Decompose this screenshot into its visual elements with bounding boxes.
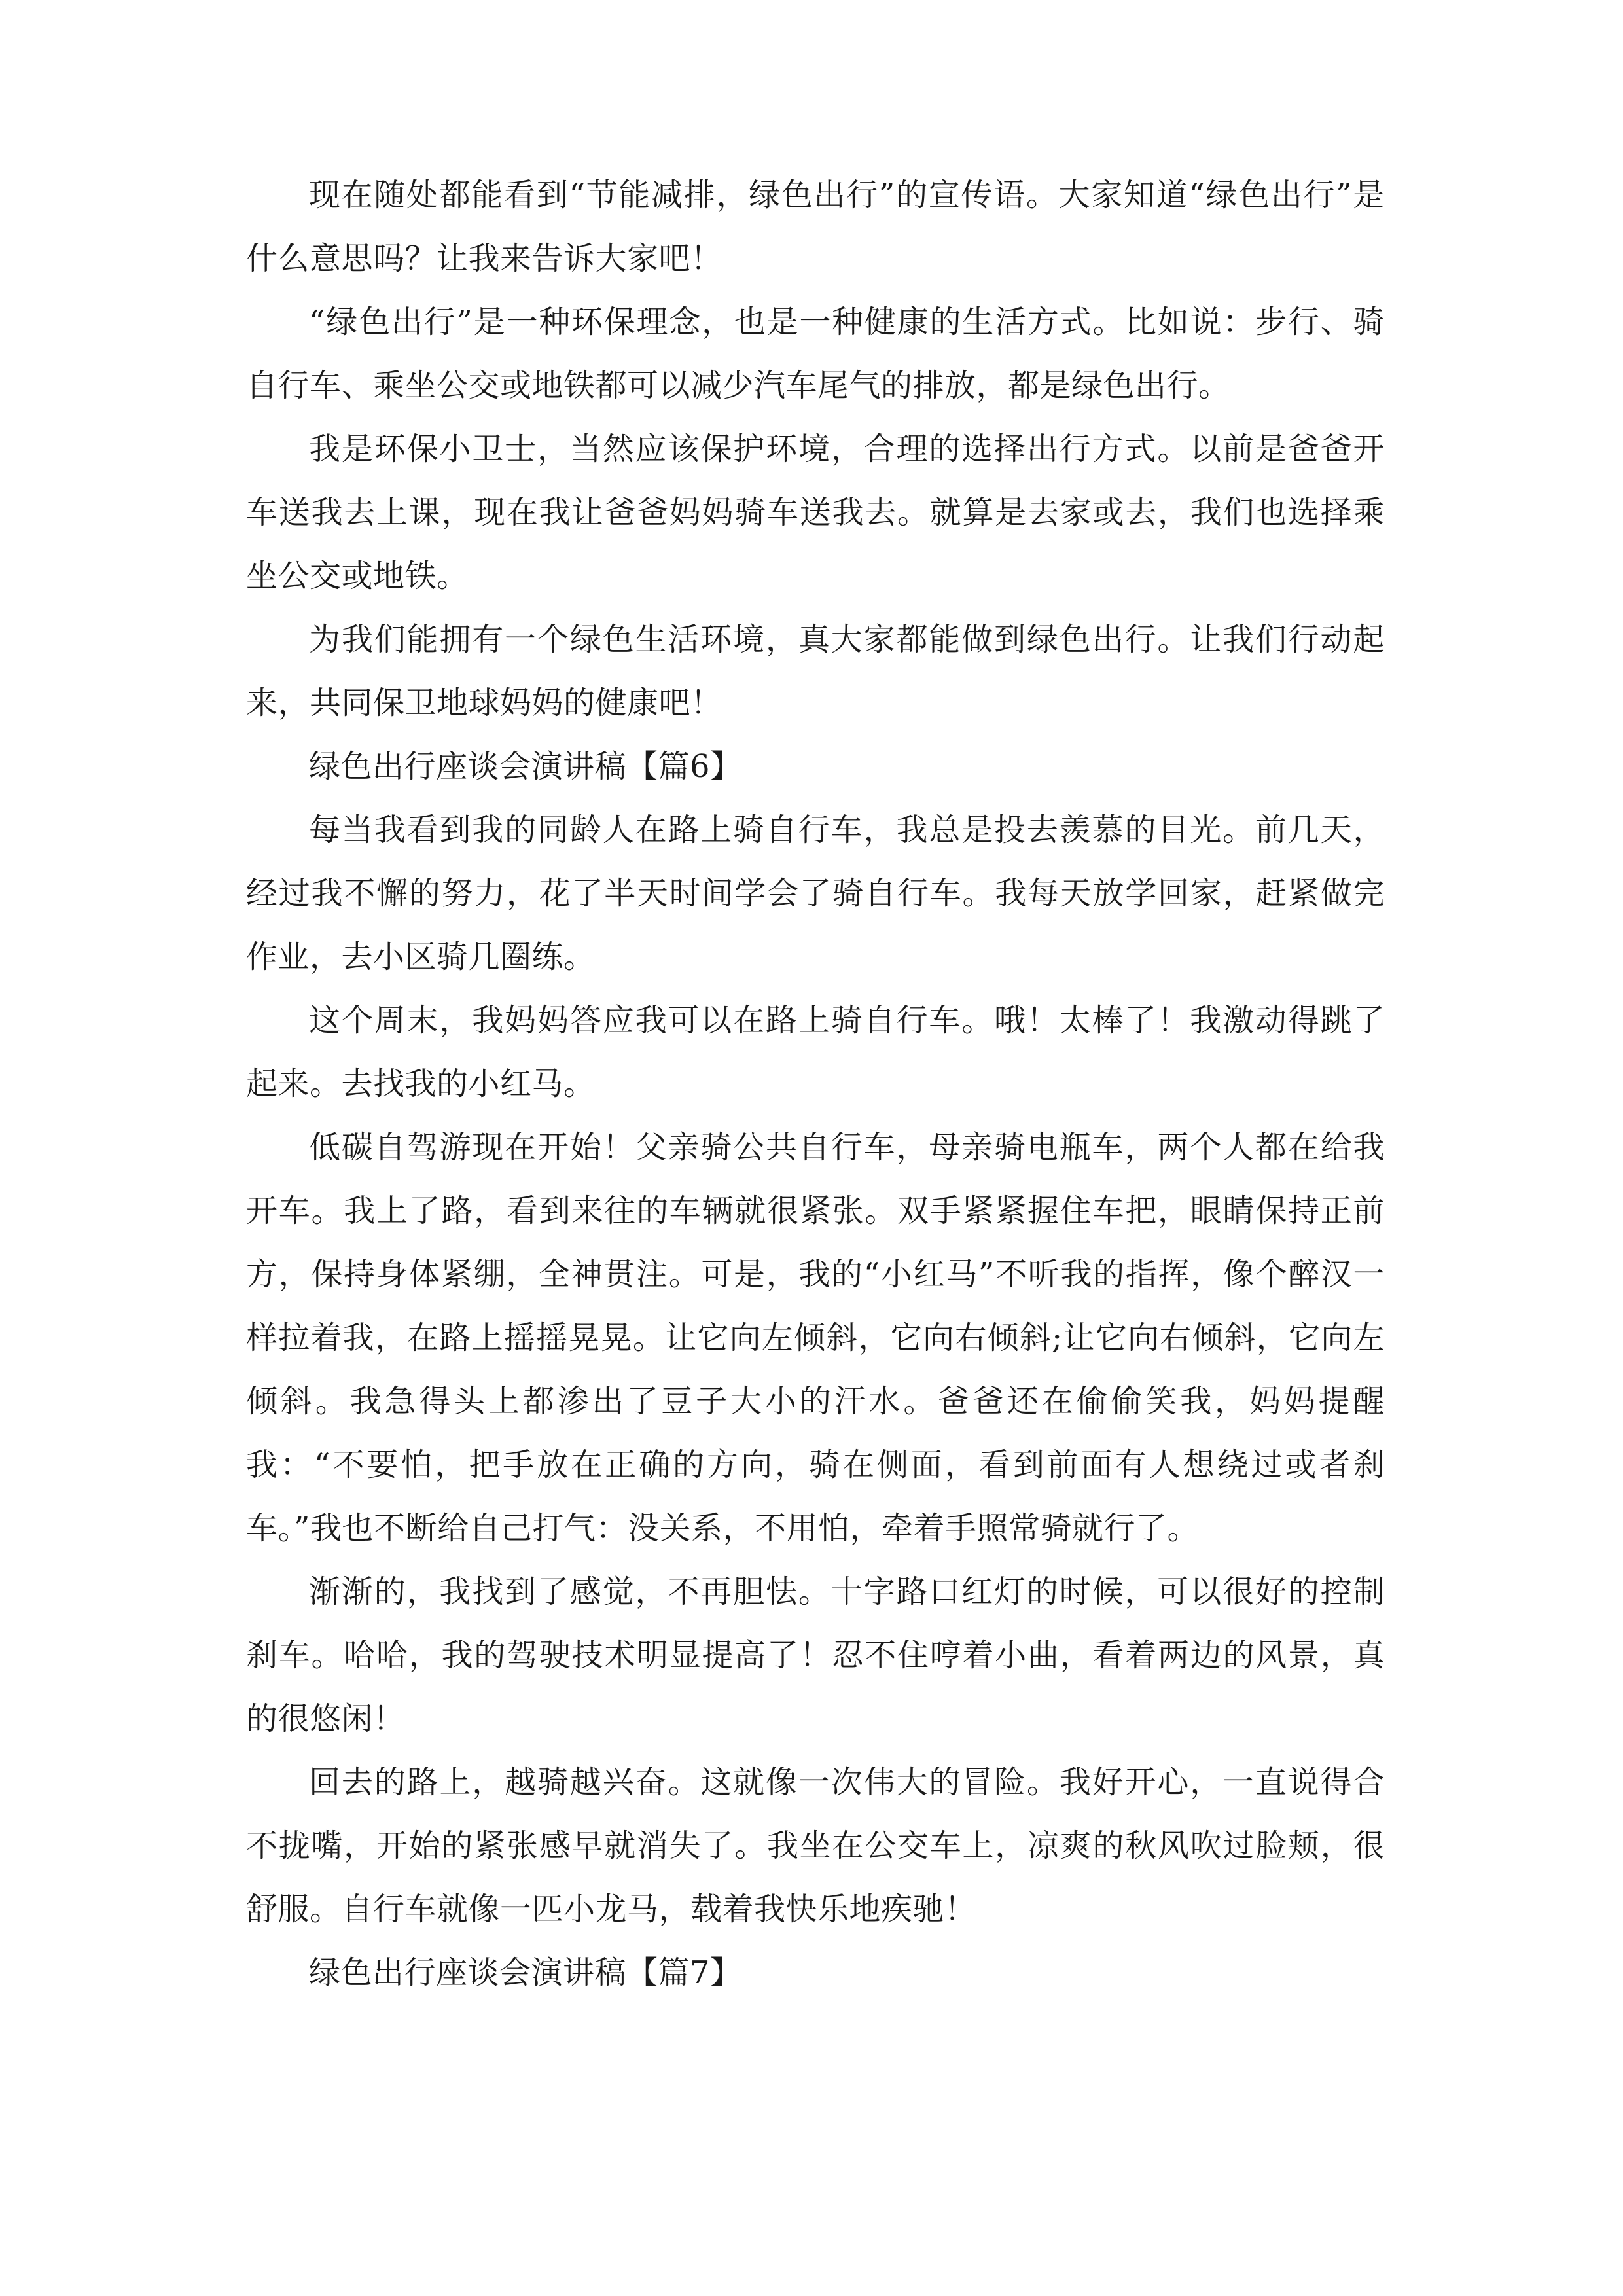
section-heading-part-7: 绿色出行座谈会演讲稿【篇7】	[309, 1954, 742, 1991]
paragraph-weekend-ride: 这个周末，我妈妈答应我可以在路上骑自行车。哦！太棒了！我激动得跳了起来。去找我的小红马。	[246, 1002, 1385, 1102]
document-body	[246, 164, 1385, 2005]
paragraph-green-travel-definition: “绿色出行”是一种环保理念，也是一种健康的生活方式。比如说：步行、骑自行车、乘坐公交或地铁都可以减少汽车尾气的排放，都是绿色出行。	[246, 304, 1385, 404]
paragraph-gaining-confidence: 渐渐的，我找到了感觉，不再胆怯。十字路口红灯的时候，可以很好的控制刹车。哈哈，我的驾驶技术明显提高了！忍不住哼着小曲，看着两边的风景，真的很悠闲！	[246, 1573, 1385, 1737]
paragraph-first-ride: 低碳自驾游现在开始！父亲骑公共自行车，母亲骑电瓶车，两个人都在给我开车。我上了路，看到来往的车辆就很紧张。双手紧紧握住车把，眼睛保持正前方，保持身体紧绷，全神贯注。可是，我的“小红马”不听我的指挥，像个醉汉一样拉着我，在路上摇摇晃晃。让它向左倾斜，它向右倾斜;让它向右倾斜，它向左倾斜。我急得头上都渗出了豆子大小的汗水。爸爸还在偷偷笑我，妈妈提醒我：“不要怕，把手放在正确的方向，骑在侧面，看到前面有人想绕过或者刹车。”我也不断给自己打气：没关系，不用怕，牵着手照常骑就行了。	[246, 1129, 1385, 1547]
paragraph-intro: 现在随处都能看到“节能减排，绿色出行”的宣传语。大家知道“绿色出行”是什么意思吗？让我来告诉大家吧！	[246, 177, 1385, 277]
paragraph-call-to-action: 为我们能拥有一个绿色生活环境，真大家都能做到绿色出行。让我们行动起来，共同保卫地球妈妈的健康吧！	[246, 621, 1385, 721]
section-heading-part-6: 绿色出行座谈会演讲稿【篇6】	[309, 748, 742, 785]
paragraph-eco-guardian: 我是环保小卫士，当然应该保护环境，合理的选择出行方式。以前是爸爸开车送我去上课，现在我让爸爸妈妈骑车送我去。就算是去家或去，我们也选择乘坐公交或地铁。	[246, 431, 1385, 594]
paragraph-ride-home: 回去的路上，越骑越兴奋。这就像一次伟大的冒险。我好开心，一直说得合不拢嘴，开始的紧张感早就消失了。我坐在公交车上，凉爽的秋风吹过脸颊，很舒服。自行车就像一匹小龙马，载着我快乐地疾驰！	[246, 1764, 1385, 1928]
paragraph-learning-bike: 每当我看到我的同龄人在路上骑自行车，我总是投去羡慕的目光。前几天，经过我不懈的努力，花了半天时间学会了骑自行车。我每天放学回家，赶紧做完作业，去小区骑几圈练。	[246, 812, 1385, 975]
